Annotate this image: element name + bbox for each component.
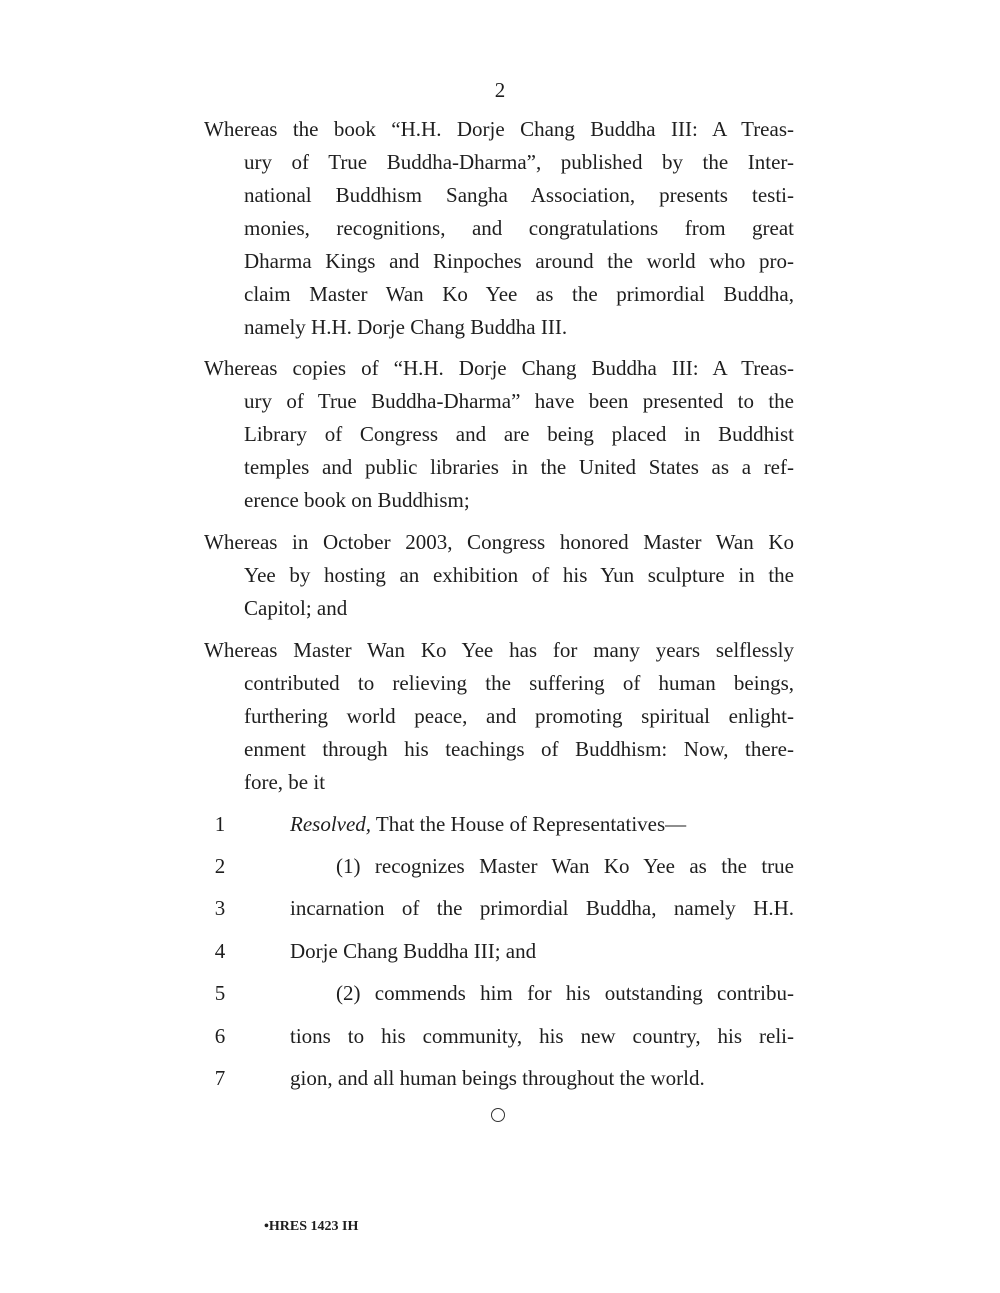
whereas-line: Library of Congress and are being placed in Buddhist [244,422,794,446]
whereas-line: claim Master Wan Ko Yee as the primordial Buddha, [244,282,794,306]
whereas-line: Capitol; and [244,596,348,620]
whereas-line: namely H.H. Dorje Chang Buddha III. [244,315,568,339]
whereas-line: enment through his teachings of Buddhism: Now, there- [244,737,794,761]
resolution-line [0,930,1000,972]
whereas-line: contributed to relieving the suffering of human beings, [244,671,794,695]
bill-identifier-footer: •HRES 1423 IH [264,1219,359,1234]
line-number: 2 [214,854,226,878]
whereas-line: Whereas the book “H.H. Dorje Chang Buddha III: A Treas- [204,117,794,141]
resolution-line [0,1015,1000,1057]
resolution-line [0,887,1000,929]
whereas-line: monies, recognitions, and congratulations from great [244,216,794,240]
resolution-text: (2) commends him for his outstanding contribu- [336,981,794,1005]
whereas-line: Yee by hosting an exhibition of his Yun sculpture in the [244,563,794,587]
resolution-line [0,803,1000,845]
whereas-line: Whereas Master Wan Ko Yee has for many years selflessly [204,638,794,662]
whereas-line: Whereas copies of “H.H. Dorje Chang Buddha III: A Treas- [204,356,794,380]
whereas-line: Whereas in October 2003, Congress honored Master Wan Ko [204,530,794,554]
resolution-text: (1) recognizes Master Wan Ko Yee as the true [336,854,794,878]
resolution-text-rest: That the House of Representatives— [371,812,687,836]
whereas-line: ury of True Buddha-Dharma”, published by the Inter- [244,150,794,174]
resolution-text: Dorje Chang Buddha III; and [290,939,537,963]
resolved-word: Resolved, [290,812,372,836]
whereas-line: national Buddhism Sangha Association, presents testi- [244,183,794,207]
resolution-line [0,972,1000,1014]
resolution-text: incarnation of the primordial Buddha, namely H.H. [290,896,794,920]
line-number: 5 [214,981,226,1005]
whereas-line: erence book on Buddhism; [244,488,470,512]
whereas-line: ury of True Buddha-Dharma” have been presented to the [244,389,794,413]
resolution-line [0,845,1000,887]
resolution-text: tions to his community, his new country, his reli- [290,1024,794,1048]
whereas-line: furthering world peace, and promoting spiritual enlight- [244,704,794,728]
end-circle-icon [491,1108,505,1122]
line-number: 4 [214,939,226,963]
line-number: 7 [214,1066,226,1090]
whereas-line: temples and public libraries in the United States as a ref- [244,455,794,479]
line-number: 1 [214,812,226,836]
whereas-line: fore, be it [244,770,326,794]
line-number: 3 [214,896,226,920]
resolution-line [0,1057,1000,1099]
resolution-text [290,803,794,845]
page-number: 2 [494,78,506,102]
whereas-line: Dharma Kings and Rinpoches around the world who pro- [244,249,794,273]
resolution-text: gion, and all human beings throughout the world. [290,1066,705,1090]
line-number: 6 [214,1024,226,1048]
